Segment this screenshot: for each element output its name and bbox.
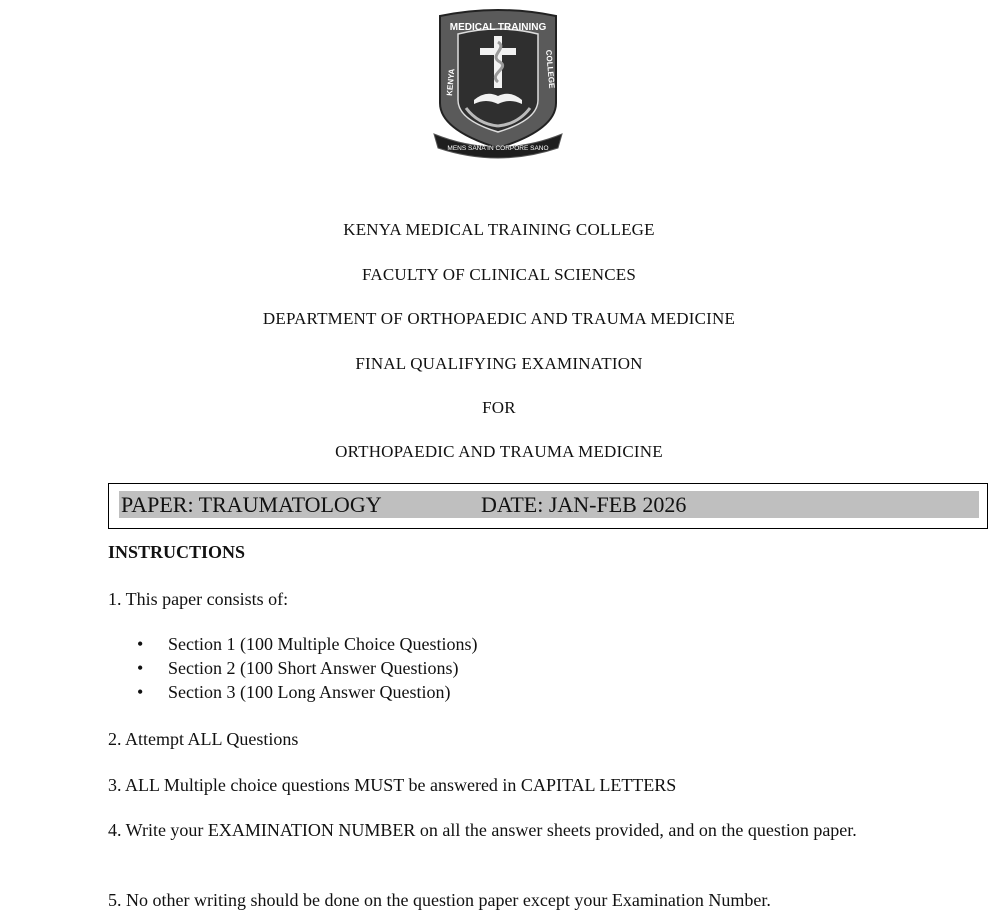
bullet-icon: • <box>137 634 144 654</box>
paper-info-band <box>119 491 979 518</box>
faculty-name: FACULTY OF CLINICAL SCIENCES <box>361 265 636 284</box>
bullet-icon: • <box>137 658 144 678</box>
instruction-item-2: 2. Attempt ALL Questions <box>108 729 299 749</box>
section-label: Section 2 (100 Short Answer Questions) <box>168 658 459 678</box>
for-label: FOR <box>482 398 516 417</box>
paper-title: PAPER: TRAUMATOLOGY <box>121 492 382 517</box>
instruction-item-1: 1. This paper consists of: <box>108 589 289 609</box>
instruction-item-3: 3. ALL Multiple choice questions MUST be answered in CAPITAL LETTERS <box>108 775 677 795</box>
crest-arc-left: KENYA <box>445 68 457 97</box>
section-label: Section 3 (100 Long Answer Question) <box>168 682 451 702</box>
instructions-heading: INSTRUCTIONS <box>108 542 246 562</box>
section-label: Section 1 (100 Multiple Choice Questions) <box>168 634 478 654</box>
instruction-item-5: 5. No other writing should be done on the question paper except your Examination Number. <box>108 890 771 910</box>
crest-motto: MENS SANA IN CORPORE SANO <box>447 145 549 152</box>
crest-arc-top: MEDICAL TRAINING <box>449 22 547 33</box>
crest-arc-right: COLLEGE <box>544 49 557 89</box>
paper-info-box <box>108 483 988 529</box>
college-crest-logo <box>428 8 568 160</box>
bullet-icon: • <box>137 682 144 702</box>
institution-name: KENYA MEDICAL TRAINING COLLEGE <box>343 220 655 239</box>
program-name: ORTHOPAEDIC AND TRAUMA MEDICINE <box>335 442 663 461</box>
exam-title: FINAL QUALIFYING EXAMINATION <box>355 354 643 373</box>
department-name: DEPARTMENT OF ORTHOPAEDIC AND TRAUMA MEDICINE <box>262 309 736 328</box>
exam-date: DATE: JAN-FEB 2026 <box>481 492 687 517</box>
instruction-item-4: 4. Write your EXAMINATION NUMBER on all the answer sheets provided, and on the question paper. <box>108 820 857 840</box>
